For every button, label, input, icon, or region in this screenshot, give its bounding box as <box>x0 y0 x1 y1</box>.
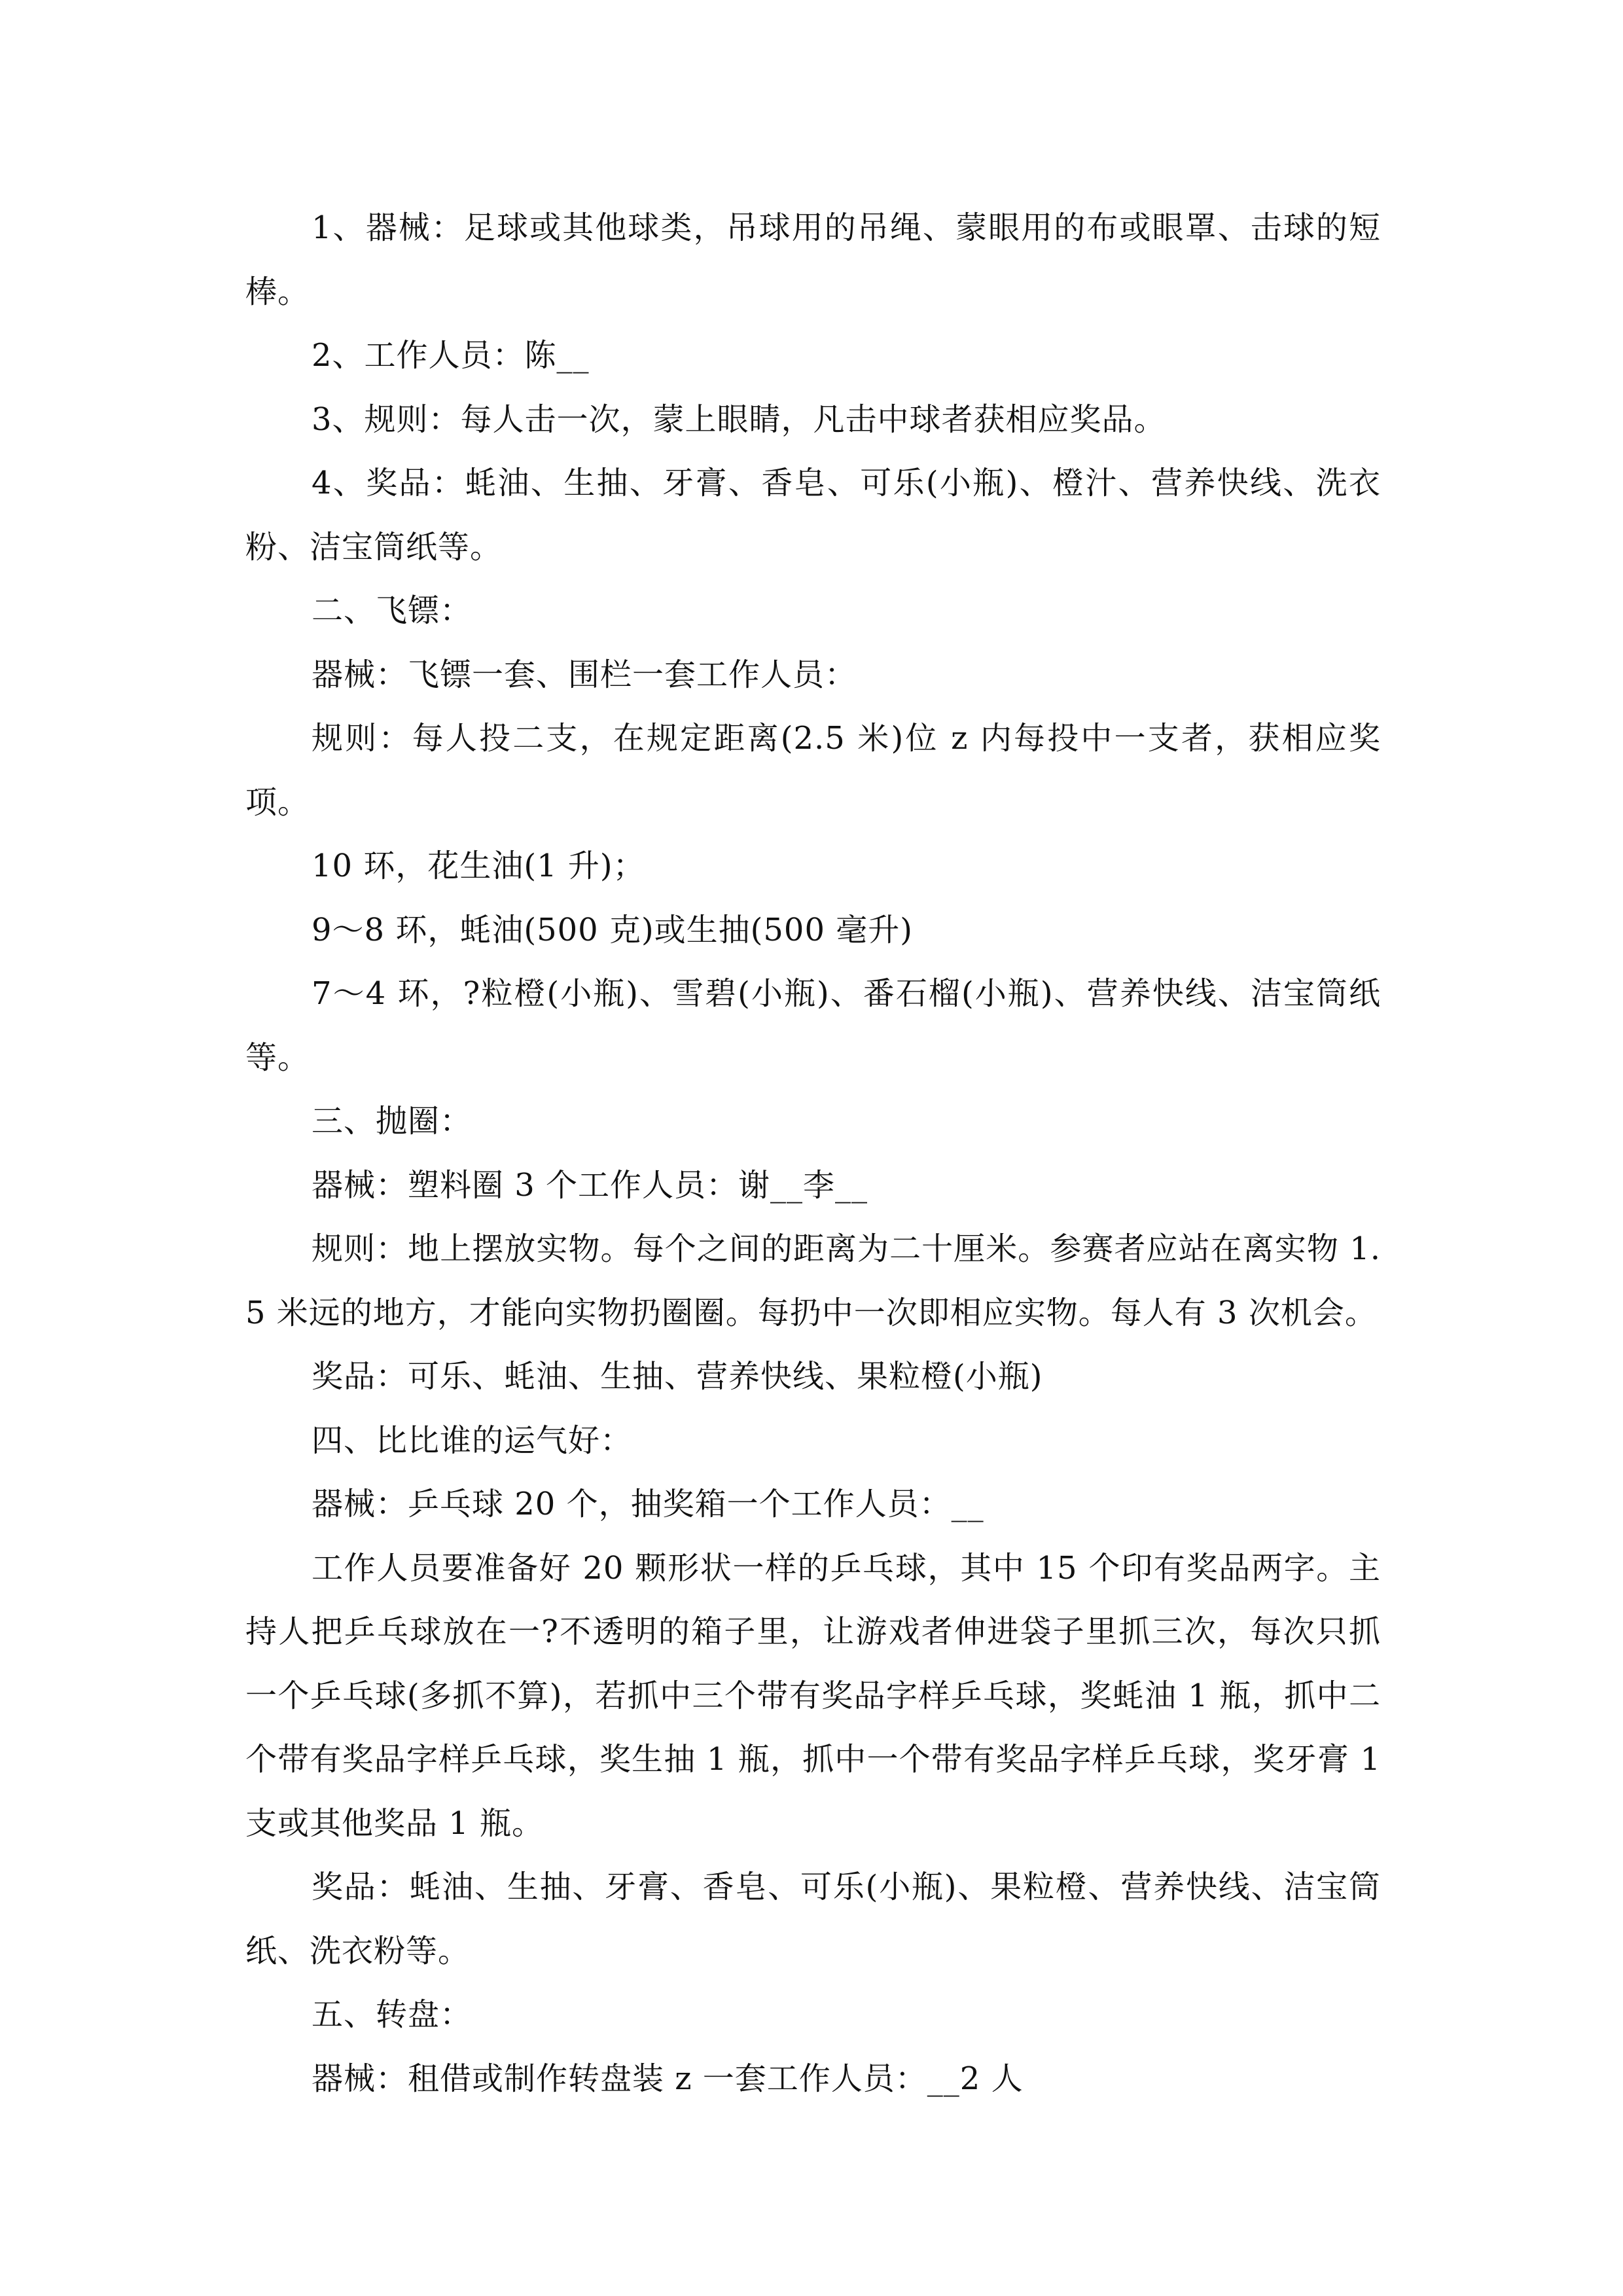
paragraph-ring-toss-rules: 规则：地上摆放实物。每个之间的距离为二十厘米。参赛者应站在离实物 1.5 米远的地方，才能向实物扔圈圈。每扔中一次即相应实物。每人有 3 次机会。 <box>245 1230 1381 1331</box>
paragraph-ring-toss-prizes: 奖品：可乐、蚝油、生抽、营养快线、果粒橙(小瓶) <box>312 1358 1043 1395</box>
paragraph-darts-equipment: 器械：飞镖一套、围栏一套工作人员： <box>312 656 857 693</box>
paragraph-luck-prizes: 奖品：蚝油、生抽、牙膏、香皂、可乐(小瓶)、果粒橙、营养快线、洁宝筒纸、洗衣粉等。 <box>245 1869 1381 1969</box>
paragraph-luck-rules: 工作人员要准备好 20 颗形状一样的乒乓球，其中 15 个印有奖品两字。主持人把乒乓球放在一?不透明的箱子里，让游戏者伸进袋子里抓三次，每次只抓一个乒乓球(多抓不算)，若抓中三个带有奖品字样乒乓球，奖蚝油 1 瓶，抓中二个带有奖品字样乒乓球，奖生抽 1 瓶，抓中一个带有奖品字样乒乓球，奖牙膏 1 支或其他奖品 1 瓶。 <box>245 1549 1392 1842</box>
paragraph-equipment-1: 1、器械：足球或其他球类，吊球用的吊绳、蒙眼用的布或眼罩、击球的短棒。 <box>245 209 1381 310</box>
paragraph-rules-1: 3、规则：每人击一次，蒙上眼睛，凡击中球者获相应奖品。 <box>312 401 1166 438</box>
paragraph-darts-10-ring: 10 环，花生油(1 升)； <box>312 848 645 884</box>
section-heading-wheel: 五、转盘： <box>312 1996 473 2033</box>
document-body <box>245 196 1392 2111</box>
paragraph-darts-9-8-ring: 9～8 环，蚝油(500 克)或生抽(500 毫升) <box>312 911 913 948</box>
paragraph-ring-toss-equipment: 器械：塑料圈 3 个工作人员：谢__李__ <box>312 1166 868 1204</box>
section-heading-luck: 四、比比谁的运气好： <box>312 1422 633 1459</box>
section-heading-darts: 二、飞镖： <box>312 592 473 629</box>
paragraph-darts-7-4-ring: 7～4 环，?粒橙(小瓶)、雪碧(小瓶)、番石榴(小瓶)、营养快线、洁宝筒纸等。 <box>245 975 1381 1076</box>
paragraph-luck-equipment: 器械：乒乓球 20 个，抽奖箱一个工作人员：__ <box>312 1486 984 1522</box>
paragraph-staff-1: 2、工作人员：陈__ <box>312 337 590 374</box>
section-heading-ring-toss: 三、抛圈： <box>312 1103 473 1139</box>
paragraph-prizes-1: 4、奖品：蚝油、生抽、牙膏、香皂、可乐(小瓶)、橙汁、营养快线、洗衣粉、洁宝筒纸等。 <box>245 465 1381 565</box>
paragraph-darts-rules: 规则：每人投二支，在规定距离(2.5 米)位 z 内每投中一支者，获相应奖项。 <box>245 720 1381 821</box>
paragraph-wheel-equipment: 器械：租借或制作转盘装 z 一套工作人员：__2 人 <box>312 2060 1024 2097</box>
